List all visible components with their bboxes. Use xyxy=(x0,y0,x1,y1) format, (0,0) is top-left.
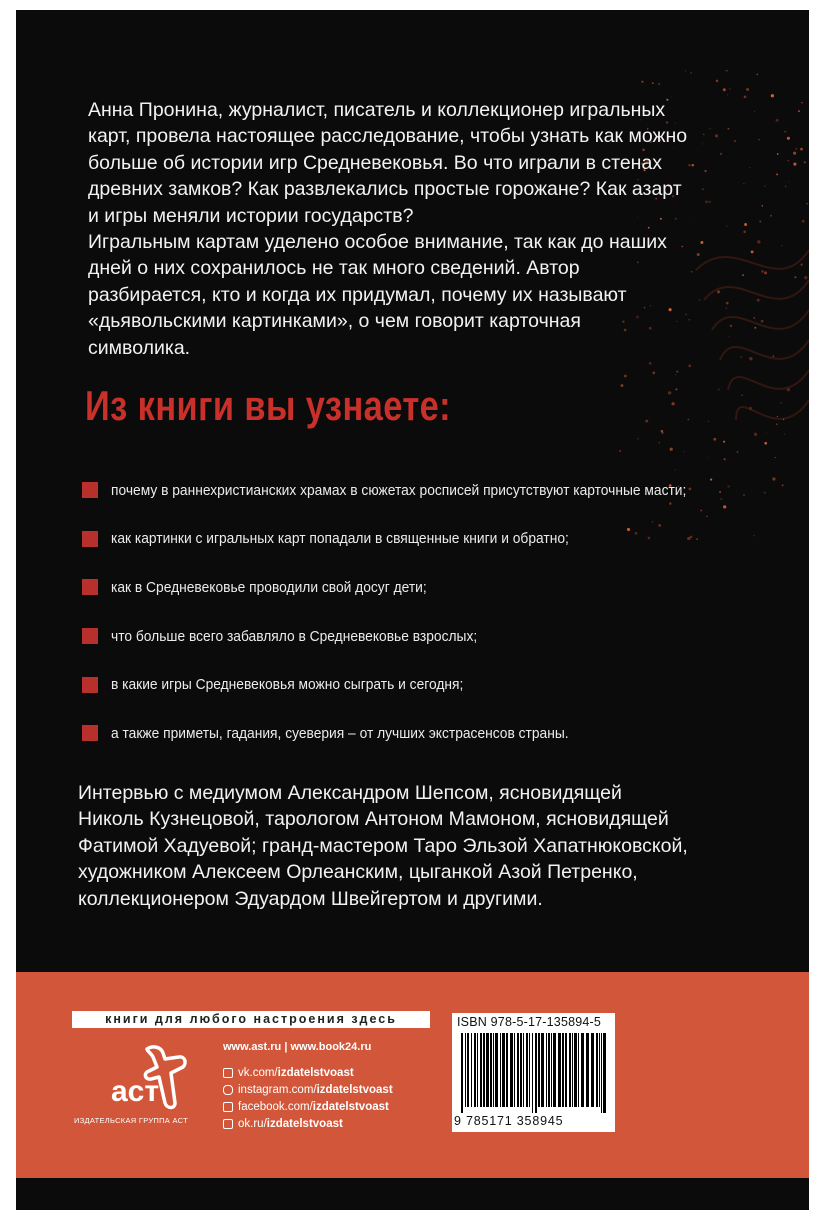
logo-text: аст xyxy=(111,1075,160,1108)
bullet-square-icon xyxy=(82,531,98,547)
social-handle: izdatelstvoast xyxy=(312,1100,389,1113)
bullet-square-icon xyxy=(82,725,98,741)
interviews-paragraph: Интервью с медиумом Александром Шепсом, ясновидящей Николь Кузнецовой, тарологом Антоном Мамоном, ясновидящей Фатимой Хадуевой; гранд-мастером Таро Эльзой Хапатнюковской, художником Алексеем Орлеанским, цыганкой Азой Петренко, коллекционером Эдуардом Швейгертом и другими. xyxy=(78,782,688,910)
barcode-digits: 9 785171 358945 xyxy=(454,1114,564,1128)
publisher-caption: ИЗДАТЕЛЬСКАЯ ГРУППА АСТ xyxy=(74,1116,188,1125)
book-back-cover xyxy=(16,10,809,1210)
bullet-square-icon xyxy=(82,677,98,693)
bullet-square-icon xyxy=(82,628,98,644)
list-item xyxy=(76,466,796,515)
list-item xyxy=(76,660,796,709)
social-link-odnoklassniki[interactable] xyxy=(223,1115,393,1132)
odnoklassniki-icon xyxy=(223,1119,233,1129)
bullet-text: как картинки с игральных карт попадали в священные книги и обратно; xyxy=(111,530,569,548)
publisher-band xyxy=(16,972,809,1178)
social-prefix: instagram.com/ xyxy=(238,1083,317,1096)
social-handle: izdatelstvoast xyxy=(316,1083,393,1096)
list-item xyxy=(76,563,796,612)
list-item xyxy=(76,612,796,661)
bullet-text: как в Средневековье проводили свой досуг дети; xyxy=(111,578,427,596)
social-links xyxy=(223,1064,393,1132)
bullet-square-icon xyxy=(82,482,98,498)
section-heading: Из книги вы узнаете: xyxy=(85,382,452,429)
social-handle: izdatelstvoast xyxy=(266,1117,343,1130)
list-item xyxy=(76,709,796,758)
social-link-instagram[interactable] xyxy=(223,1081,393,1098)
social-link-vk[interactable] xyxy=(223,1064,393,1081)
website-links[interactable]: www.ast.ru | www.book24.ru xyxy=(223,1041,372,1053)
bullet-text: что больше всего забавляло в Средневековье взрослых; xyxy=(111,627,478,645)
tagline-strip: книги для любого настроения здесь xyxy=(72,1011,430,1028)
facebook-icon xyxy=(223,1102,233,1112)
bullet-square-icon xyxy=(82,579,98,595)
instagram-icon xyxy=(223,1085,233,1095)
list-item xyxy=(76,515,796,564)
social-link-facebook[interactable] xyxy=(223,1098,393,1115)
social-prefix: vk.com/ xyxy=(238,1066,278,1079)
isbn-barcode-box xyxy=(452,1013,615,1132)
ast-logo-icon xyxy=(101,1043,191,1111)
intro-paragraph: Анна Пронина, журналист, писатель и коллекционер игральных карт, провела настоящее расследование, чтобы узнать как можно больше об истории игр Средневековья. Во что играли в стенах древних замков? Как развлекались простые горожане? Как азарт и игры меняли истории государств? Игральным картам уделено особое внимание, так как до наших дней о них сохранилось не так много сведений. Автор разбирается, кто и когда их придумал, почему их называют «дьявольскими картинками», о чем говорит карточная символика. xyxy=(88,99,688,359)
bullet-text: в какие игры Средневековья можно сыграть и сегодня; xyxy=(111,676,464,694)
bullet-text: а также приметы, гадания, суеверия – от лучших экстрасенсов страны. xyxy=(111,724,569,742)
bullet-text: почему в раннехристианских храмах в сюжетах росписей присутствуют карточные масти; xyxy=(111,481,687,499)
bullet-list xyxy=(76,466,796,758)
social-prefix: ok.ru/ xyxy=(238,1117,267,1130)
social-handle: izdatelstvoast xyxy=(277,1066,354,1079)
isbn-label: ISBN 978-5-17-135894-5 xyxy=(457,1015,602,1029)
vk-icon xyxy=(223,1068,233,1078)
barcode-icon xyxy=(459,1033,609,1113)
social-prefix: facebook.com/ xyxy=(238,1100,313,1113)
